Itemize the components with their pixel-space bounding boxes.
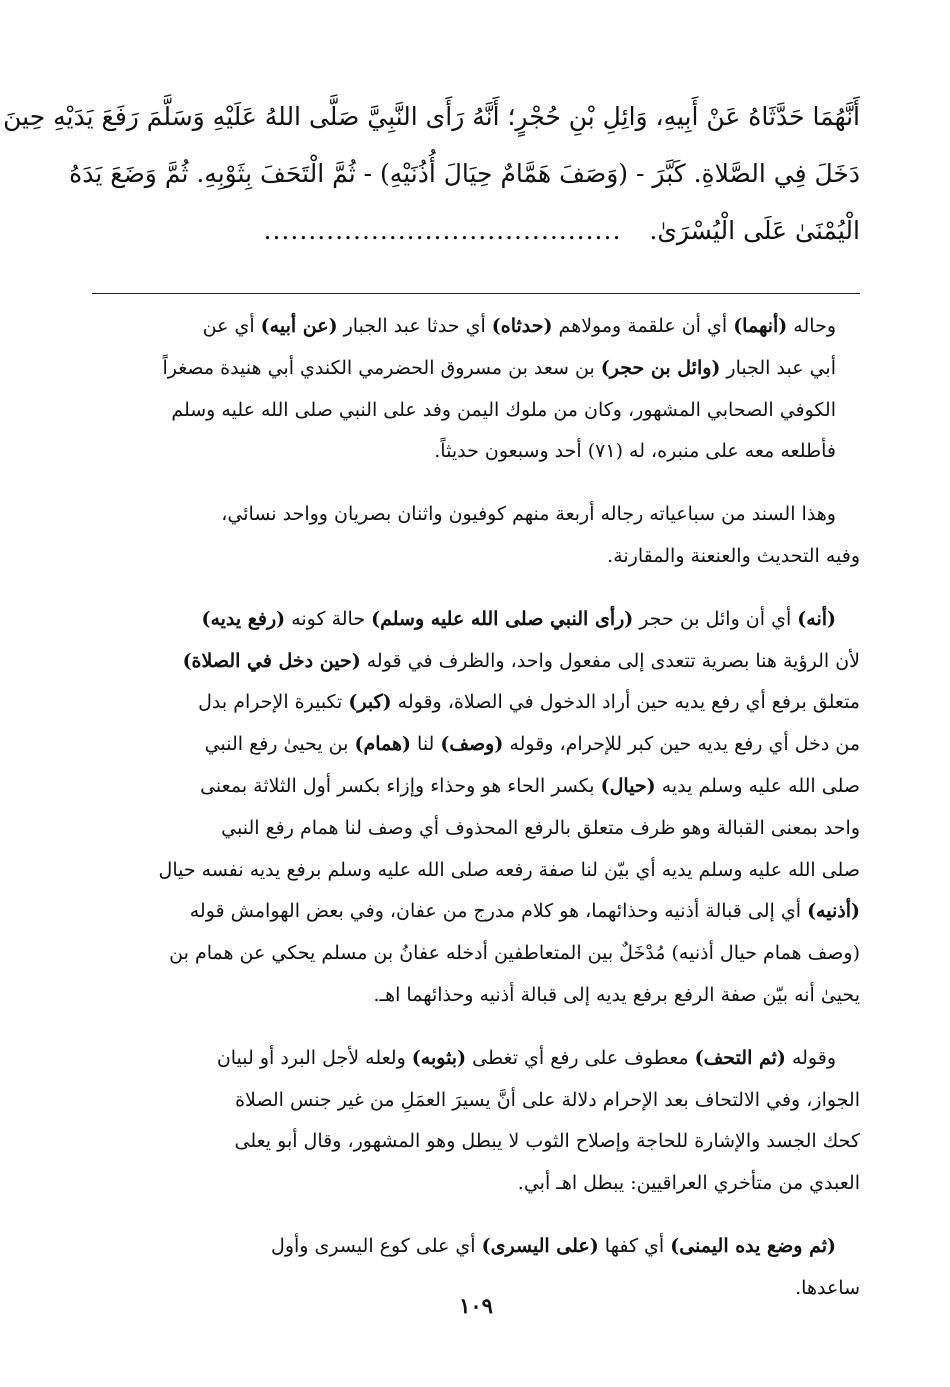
- p2-line-1: وهذا السند من سباعياته رجاله أربعة منهم كوفيون واثنان بصريان وواحد نسائي،: [221, 503, 836, 526]
- p5-line-2: ساعدها.: [795, 1276, 860, 1299]
- hadith-text: [3, 88, 860, 259]
- text: أبي عبد الجبار: [720, 356, 836, 379]
- text: أي كفها: [598, 1234, 671, 1257]
- p3-line-7: صلى الله عليه وسلم يديه أي بيّن لنا صفة رفعه صلى الله عليه وسلم برفع يديه نفسه حيال: [158, 858, 860, 881]
- hadith-line-3: [92, 202, 860, 259]
- p3-line-1: [92, 599, 860, 641]
- text: أي أن وائل بن حجر: [633, 607, 798, 630]
- p1-line-1: [92, 306, 836, 348]
- text: بكسر الحاء هو وحذاء وإزاء بكسر أول الثلاثة بمعنى: [200, 774, 601, 797]
- text: بن يحيىٰ رفع النبي: [204, 733, 355, 756]
- p3-line-8: [92, 891, 860, 933]
- quoted-term: (رأى النبي صلى الله عليه وسلم): [371, 607, 634, 630]
- quoted-term: (حيال): [600, 774, 656, 797]
- p3-line-5: [92, 766, 860, 808]
- quoted-term: (أنهما): [733, 315, 788, 337]
- commentary-paragraph-4: [92, 1038, 860, 1205]
- text: من دخل أي رفع يديه حين كبر للإحرام، وقوله: [503, 733, 860, 756]
- text: أي أن علقمة ومولاهم: [552, 315, 734, 337]
- book-page: [3, 88, 860, 1348]
- quoted-term: (حين دخل في الصلاة): [182, 649, 361, 672]
- text: صلى الله عليه وسلم يديه: [655, 774, 860, 797]
- quoted-term: (عن أبيه): [260, 315, 338, 337]
- p1-line-2: [92, 348, 836, 390]
- quoted-term: (على اليسرى): [481, 1234, 599, 1257]
- p1-line-4: فأطلعه معه على منبره، له (٧١) أحد وسبعون حديثاً.: [434, 440, 836, 463]
- text: متعلق برفع أي رفع يديه حين أراد الدخول في الصلاة، وقوله: [391, 691, 860, 714]
- dotted-leader: ........................................: [263, 216, 622, 245]
- p3-line-9: (وصف همام حيال أذنيه) مُدْخَلٌ بين المتعاطفين أدخله عفانُ بن مسلم يحكي عن همام بن: [169, 942, 860, 965]
- p4-line-1: [92, 1038, 860, 1080]
- p4-line-2: الجواز، وفي الالتحاف بعد الإحرام دلالة على أنَّ يسيرَ العمَلِ من غير جنس الصلاة: [235, 1088, 860, 1111]
- quoted-term: (همام): [354, 733, 411, 756]
- text: أي عن: [202, 315, 261, 337]
- text: ولعله لأجل البرد أو لبيان: [216, 1046, 412, 1069]
- quoted-term: (وائل بن حجر): [600, 356, 721, 379]
- quoted-term: (أذنيه): [807, 900, 860, 923]
- text: بن سعد بن مسروق الحضرمي الكندي أبي هنيدة مصغراً: [162, 356, 601, 379]
- page-number: ١٠٩: [459, 1293, 493, 1318]
- hadith-line-3-text: الْيُمْنَىٰ عَلَى الْيُسْرَىٰ.: [649, 216, 860, 245]
- p3-line-6: واحد بمعنى القبالة وهو ظرف متعلق بالرفع المحذوف أي وصف لنا همام رفع النبي: [221, 816, 860, 839]
- p2-line-2: وفيه التحديث والعنعنة والمقارنة.: [607, 544, 860, 567]
- commentary-paragraph-1: [92, 306, 860, 473]
- p3-line-4: [92, 724, 860, 766]
- text: لأن الرؤية هنا بصرية تتعدى إلى مفعول واحد، والظرف في قوله: [360, 649, 860, 672]
- text: أي على كوع اليسرى وأول: [271, 1234, 482, 1257]
- quoted-term: (حدثاه): [491, 315, 553, 337]
- p1-line-3: الكوفي الصحابي المشهور، وكان من ملوك اليمن وفد على النبي صلى الله عليه وسلم: [171, 398, 836, 421]
- text: وقوله: [785, 1046, 836, 1069]
- text: لنا: [411, 733, 441, 756]
- p3-line-3: [92, 682, 860, 724]
- quoted-term: (كبر): [348, 691, 392, 714]
- quoted-term: (ثم وضع يده اليمنى): [670, 1234, 836, 1257]
- p4-line-4: العبدي من متأخري العراقيين: يبطل اهـ أبي.: [517, 1172, 860, 1195]
- text: حالة كونه: [285, 607, 372, 630]
- commentary: [92, 306, 860, 1310]
- text: وحاله: [787, 315, 836, 337]
- quoted-term: (أنه): [797, 607, 836, 630]
- separator-line: [92, 293, 860, 294]
- quoted-term: (وصف): [440, 733, 504, 756]
- text: أي إلى قبالة أذنيه وحذائهما، هو كلام مدرج من عفان، وفي بعض الهوامش قوله: [189, 900, 808, 923]
- hadith-line-1: أَنَّهُمَا حَدَّثَاهُ عَنْ أَبِيهِ، وَائِلِ بْنِ حُجْرٍ؛ أَنَّهُ رَأَى النَّبِيَّ صَلَّى اللهُ عَلَيْهِ وَسَلَّمَ رَفَعَ يَدَيْهِ حِينَ: [3, 102, 860, 131]
- quoted-term: (ثم التحف): [694, 1046, 786, 1069]
- text: أي حدثا عبد الجبار: [337, 315, 492, 337]
- quoted-term: (بثوبه): [411, 1046, 467, 1069]
- commentary-paragraph-3: [92, 599, 860, 1017]
- text: تكبيرة الإحرام بدل: [198, 691, 349, 714]
- hadith-line-2: دَخَلَ فِي الصَّلاةِ. كَبَّرَ - (وَصَفَ هَمَّامٌ حِيَالَ أُذُنَيْهِ) - ثُمَّ الْتَحَفَ بِثَوْبِهِ. ثُمَّ وَضَعَ يَدَهُ: [69, 159, 860, 188]
- p5-line-1: [92, 1226, 860, 1268]
- p3-line-2: [92, 641, 860, 683]
- p3-line-10: يحيىٰ أنه بيّن صفة الرفع برفع يديه إلى قبالة أذنيه وحذائهما اهـ.: [373, 983, 860, 1006]
- text: معطوف على رفع أي تغطى: [466, 1046, 695, 1069]
- p4-line-3: كحك الجسد والإشارة للحاجة وإصلاح الثوب لا يبطل وهو المشهور، وقال أبو يعلى: [234, 1130, 860, 1153]
- quoted-term: (رفع يديه): [201, 607, 286, 630]
- commentary-paragraph-2: [92, 494, 860, 578]
